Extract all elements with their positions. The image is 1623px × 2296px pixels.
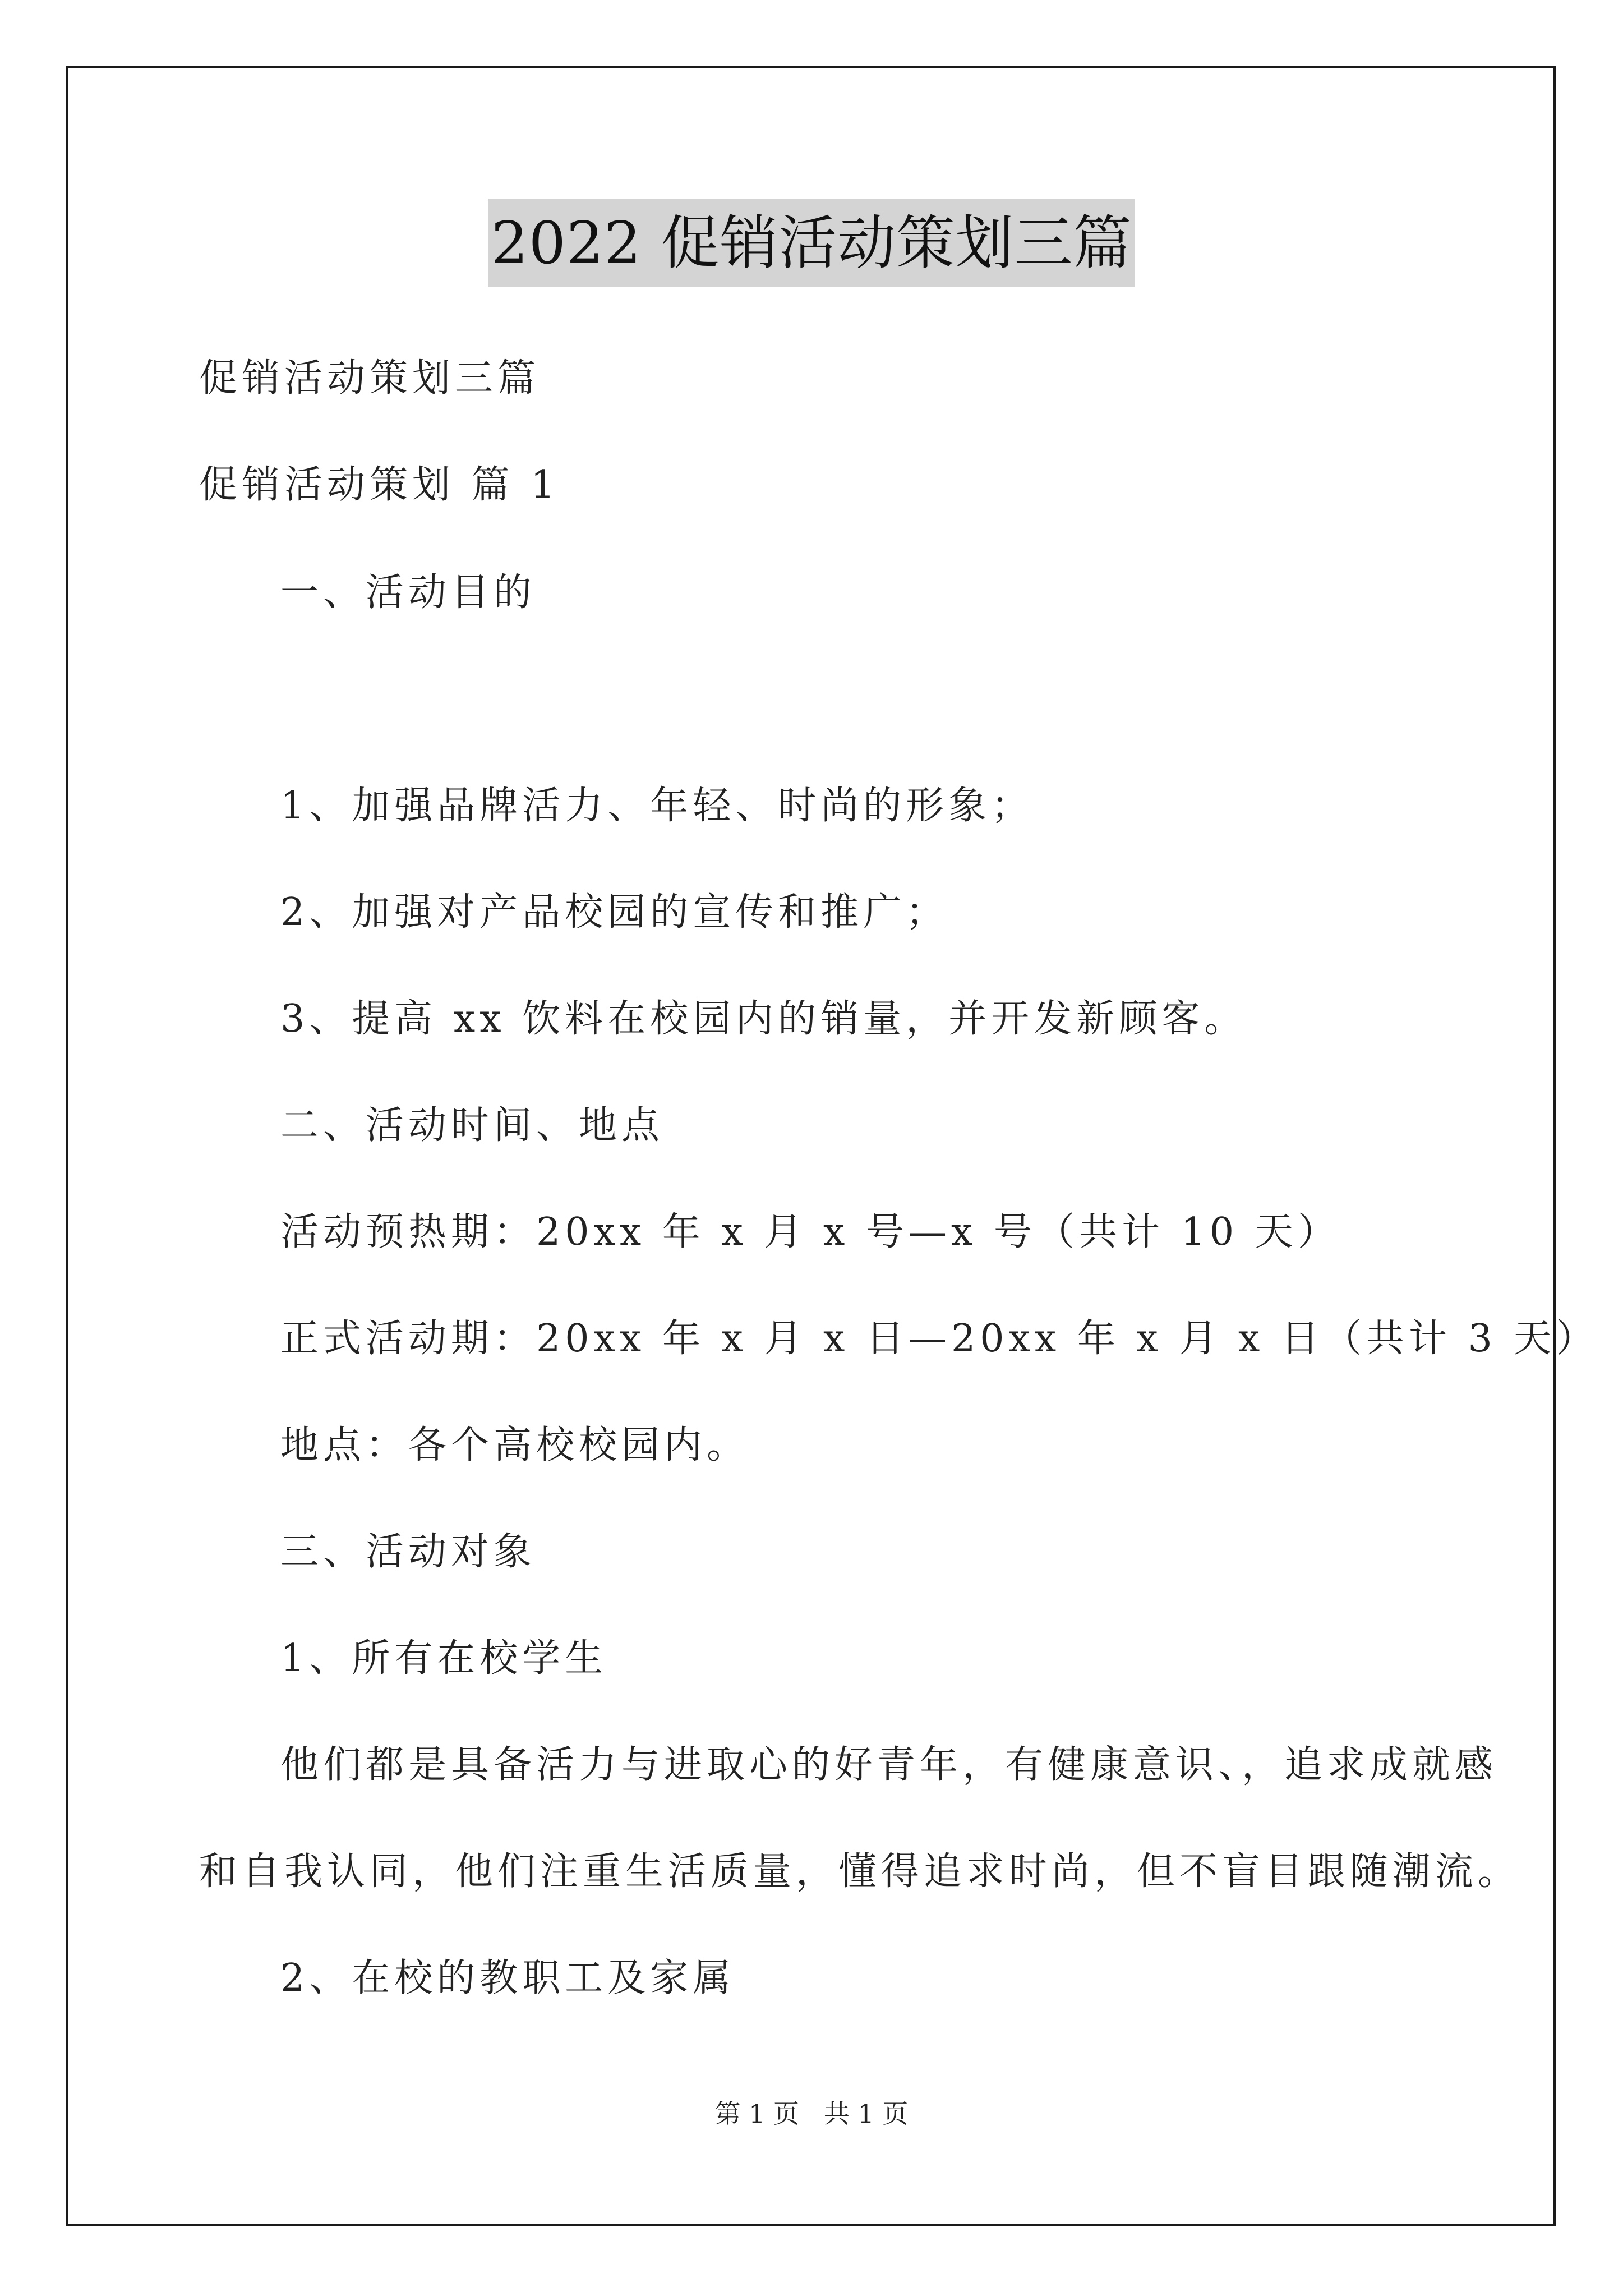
objective-item: 1、加强品牌活力、年轻、时尚的形象； (280, 784, 1034, 828)
official-period: 正式活动期：20xx 年 x 月 x 日—20xx 年 x 月 x 日（共计 3 天） (280, 1317, 1599, 1361)
page-footer: 第 1 页 共 1 页 (714, 2099, 909, 2129)
heading-time-place: 二、活动时间、地点 (280, 1103, 665, 1148)
section-heading: 促销活动策划 篇 1 (199, 463, 560, 507)
preheat-period: 活动预热期：20xx 年 x 月 x 号—x 号（共计 10 天） (280, 1210, 1340, 1254)
document-title: 2022 促销活动策划三篇 (488, 199, 1136, 287)
heading-audience: 三、活动对象 (280, 1530, 537, 1574)
heading-objectives: 一、活动目的 (280, 570, 537, 615)
location: 地点：各个高校校园内。 (280, 1423, 750, 1467)
audience-item: 1、所有在校学生 (280, 1636, 608, 1681)
paragraph-line: 他们都是具备活力与进取心的好青年，有健康意识、，追求成就感 (280, 1743, 1498, 1787)
audience-item: 2、在校的教职工及家属 (280, 1956, 736, 2000)
paragraph-line: 和自我认同，他们注重生活质量，懂得追求时尚，但不盲目跟随潮流。 (199, 1849, 1521, 1894)
subtitle: 促销活动策划三篇 (199, 356, 541, 401)
title-container (0, 199, 1623, 287)
objective-item: 2、加强对产品校园的宣传和推广； (280, 890, 949, 935)
objective-item: 3、提高 xx 饮料在校园内的销量，并开发新顾客。 (280, 997, 1247, 1041)
